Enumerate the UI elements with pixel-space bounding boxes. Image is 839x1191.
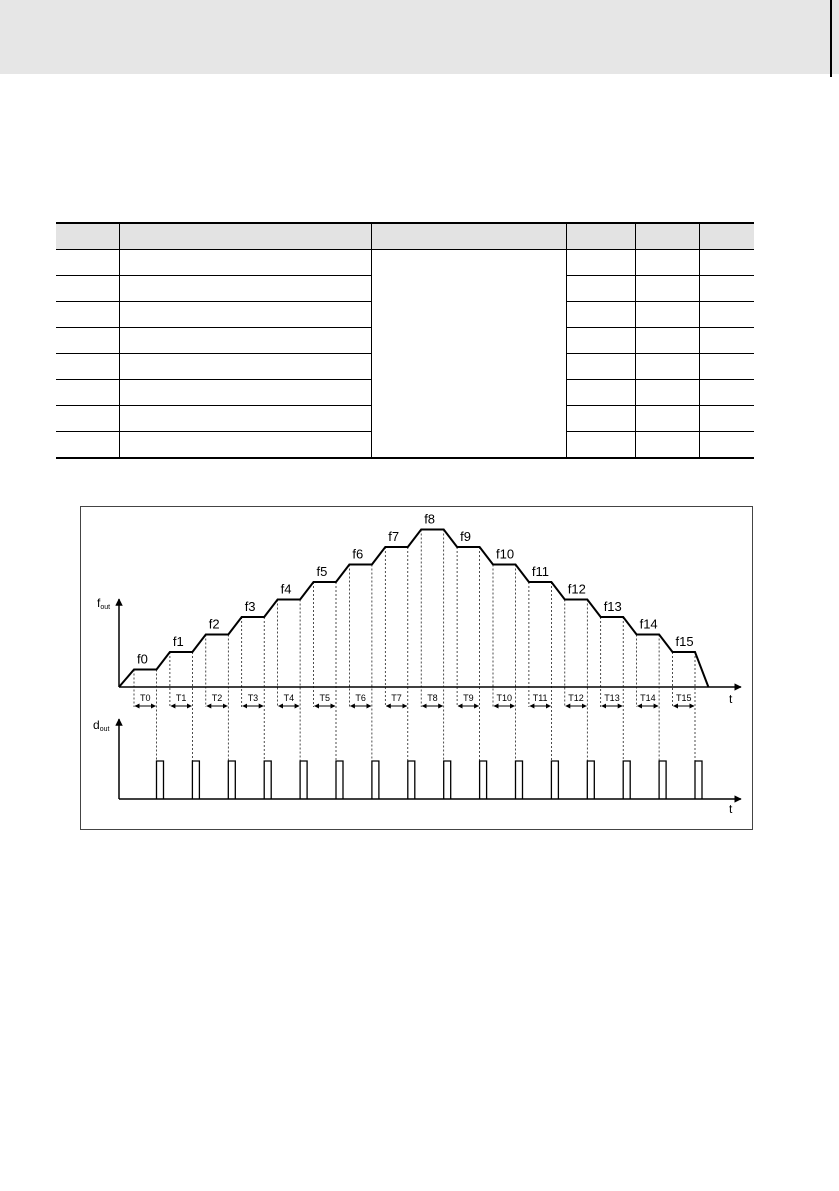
table-cell: [119, 406, 371, 432]
frequency-label: f5: [316, 564, 328, 579]
parameter-table: [56, 222, 754, 459]
period-label: T9: [463, 693, 474, 703]
frequency-label: f10: [496, 546, 515, 562]
timing-diagram-frame: [80, 506, 753, 830]
period-label: T10: [496, 693, 513, 703]
table-cell: [699, 354, 754, 380]
table-cell: [566, 432, 635, 459]
period-label: T7: [391, 693, 402, 703]
table-row: [56, 250, 754, 276]
frequency-label: f6: [352, 546, 364, 562]
period-label: T12: [568, 693, 584, 703]
table-cell: [566, 328, 635, 354]
output-pulse: [480, 761, 487, 799]
header-band: [0, 0, 839, 74]
output-pulse: [372, 761, 379, 799]
table-cell: [635, 328, 699, 354]
period-label: T0: [139, 693, 151, 703]
frequency-label: f14: [639, 616, 658, 632]
table-cell: [635, 302, 699, 328]
table-cell: [699, 432, 754, 459]
table-cell: [119, 276, 371, 302]
table-cell: [699, 302, 754, 328]
output-pulse: [192, 761, 199, 799]
table-header-cell: [119, 223, 371, 250]
frequency-label: f9: [460, 529, 471, 544]
frequency-label: f3: [244, 599, 256, 614]
table-cell: [566, 380, 635, 406]
table-cell: [635, 276, 699, 302]
period-label: T2: [211, 693, 223, 703]
output-pulse: [157, 761, 164, 799]
table-cell: [635, 250, 699, 276]
table-cell: [566, 406, 635, 432]
table-cell: [119, 432, 371, 459]
dout-axis-label-sub: out: [99, 726, 110, 733]
period-label: T5: [319, 693, 331, 703]
table-cell: [566, 276, 635, 302]
table-header-cell: [635, 223, 699, 250]
table-cell: [699, 250, 754, 276]
frequency-label: f11: [531, 564, 550, 579]
table-cell: [699, 328, 754, 354]
table-cell: [119, 302, 371, 328]
table-cell: [56, 328, 119, 354]
table-cell: [635, 380, 699, 406]
period-label: T3: [247, 693, 259, 703]
table-cell: [119, 328, 371, 354]
period-label: T11: [532, 693, 548, 703]
table-cell: [635, 432, 699, 459]
timing-diagram: [81, 507, 754, 831]
time-axis-label-bottom: t: [729, 802, 733, 816]
dout-axis-label-main: d: [93, 718, 100, 732]
period-label: T6: [355, 693, 366, 703]
table-header-row: [56, 223, 754, 250]
table-cell: [56, 250, 119, 276]
output-pulse: [516, 761, 523, 799]
table-cell: [699, 406, 754, 432]
frequency-label: f13: [603, 599, 622, 614]
table-cell: [119, 380, 371, 406]
table-cell: [56, 302, 119, 328]
period-label: T15: [675, 693, 692, 703]
table-header-cell: [371, 223, 566, 250]
table-cell: [566, 302, 635, 328]
time-axis-label-top: t: [729, 692, 733, 706]
table-cell: [119, 250, 371, 276]
header-divider: [830, 0, 832, 77]
fout-axis-label-sub: out: [100, 604, 111, 611]
frequency-label: f7: [388, 529, 400, 544]
period-label: T8: [427, 693, 438, 703]
frequency-label: f15: [675, 634, 694, 649]
output-pulse: [408, 761, 415, 799]
frequency-label: f2: [208, 616, 220, 632]
diagram-labels: [137, 512, 694, 704]
table-cell: [56, 406, 119, 432]
table-cell: [635, 406, 699, 432]
table-cell: [699, 276, 754, 302]
guide-lines: [134, 530, 695, 762]
table-cell: [635, 354, 699, 380]
table-cell: [56, 354, 119, 380]
output-pulses: [157, 761, 703, 799]
table-cell: [56, 432, 119, 459]
period-label: T4: [283, 693, 295, 703]
dout-axis-label: [93, 718, 109, 733]
table-cell: [56, 380, 119, 406]
table-header-cell: [566, 223, 635, 250]
frequency-label: f8: [424, 511, 436, 527]
fout-axis-label: [97, 596, 110, 611]
table-merged-cell: [371, 250, 566, 459]
output-pulse: [623, 761, 630, 799]
output-pulse: [300, 761, 307, 799]
frequency-label: f0: [137, 651, 148, 667]
table-header-cell: [699, 223, 754, 250]
period-label: T14: [640, 693, 656, 703]
output-pulse: [264, 761, 271, 799]
table-cell: [566, 354, 635, 380]
fout-axis-label-main: f: [97, 596, 101, 610]
table-cell: [566, 250, 635, 276]
table-header-cell: [56, 223, 119, 250]
output-pulse: [444, 761, 451, 799]
output-pulse: [551, 761, 558, 799]
output-pulse: [228, 761, 235, 799]
period-label: T13: [604, 693, 620, 703]
frequency-label: f4: [280, 581, 292, 597]
output-pulse: [336, 761, 343, 799]
period-label: T1: [175, 693, 187, 703]
table-cell: [699, 380, 754, 406]
output-pulse: [695, 761, 702, 799]
frequency-label: f12: [567, 581, 586, 597]
table-cell: [119, 354, 371, 380]
output-pulse: [587, 761, 594, 799]
output-pulse: [659, 761, 666, 799]
table-cell: [56, 276, 119, 302]
frequency-label: f1: [172, 634, 184, 649]
